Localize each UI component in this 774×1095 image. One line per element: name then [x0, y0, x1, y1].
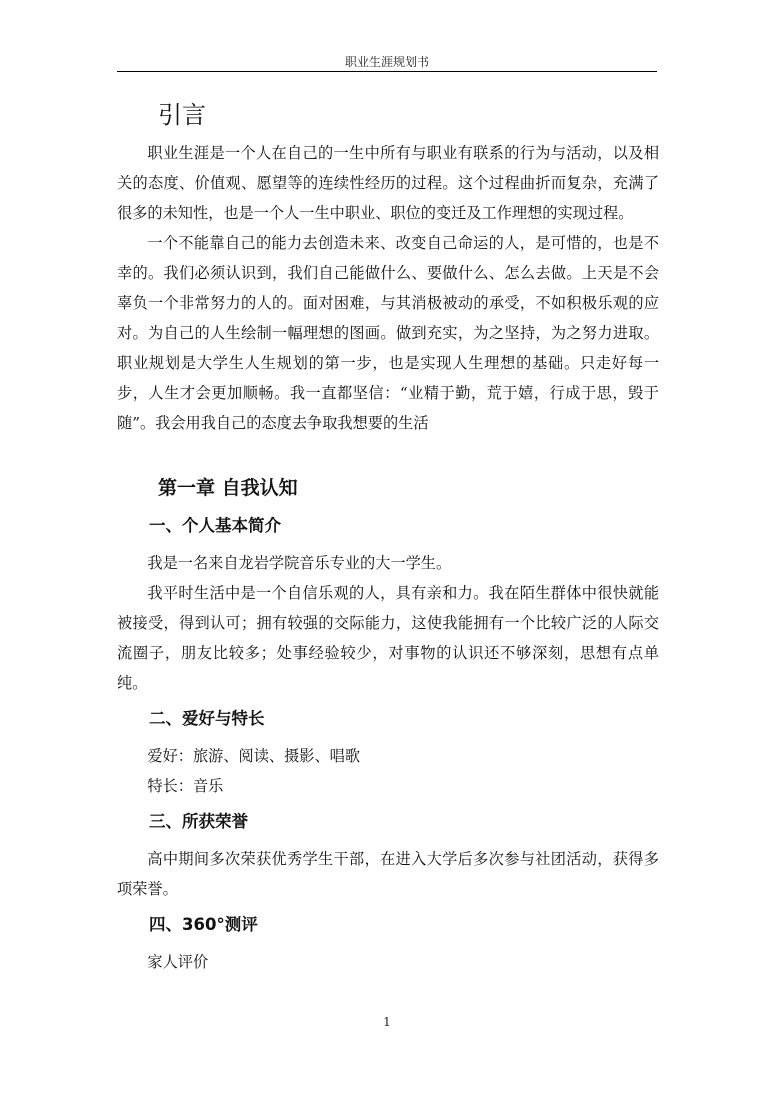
hobbies-paragraph: 爱好：旅游、阅读、摄影、唱歌	[147, 747, 361, 765]
section-honors-heading: 三、所获荣誉	[149, 812, 248, 831]
section-hobbies-heading: 二、爱好与特长	[149, 709, 265, 728]
running-header: 职业生涯规划书	[344, 55, 429, 69]
section-basic-intro-heading: 一、个人基本简介	[149, 516, 281, 535]
intro-paragraph-1: 职业生涯是一个人在自己的一生中所有与职业有联系的行为与活动，以及相关的态度、价值观、愿望等的连续性经历的过程。这个过程曲折而复杂，充满了很多的未知性，也是一个人一生中职业、职位的变迁及工作理想的实现过程。	[117, 144, 659, 222]
family-evaluation-paragraph: 家人评价	[147, 953, 209, 971]
specialty-paragraph: 特长：音乐	[147, 777, 224, 795]
section-360-evaluation-heading: 四、360°测评	[149, 915, 258, 934]
basic-intro-paragraph-1: 我是一名来自龙岩学院音乐专业的大一学生。	[147, 554, 452, 572]
basic-intro-paragraph-2: 我平时生活中是一个自信乐观的人，具有亲和力。我在陌生群体中很快就能被接受，得到认可；拥有较强的交际能力，这使我能拥有一个比较广泛的人际交流圈子，朋友比较多；处事经验较少，对事物的认识还不够深刻，思想有点单纯。	[117, 584, 659, 692]
page-number: 1	[383, 1015, 391, 1029]
chapter-1-heading: 第一章 自我认知	[158, 477, 298, 499]
honors-paragraph: 高中期间多次荣获优秀学生干部，在进入大学后多次参与社团活动，获得多项荣誉。	[117, 850, 659, 898]
intro-paragraph-2: 一个不能靠自己的能力去创造未来、改变自己命运的人，是可惜的，也是不幸的。我们必须认识到，我们自己能做什么、要做什么、怎么去做。上天是不会辜负一个非常努力的人的。面对困难，与其消极被动的承受，不如积极乐观的应对。为自己的人生绘制一幅理想的图画。做到充实，为之坚持，为之努力进取。职业规划是大学生人生规划的第一步，也是实现人生理想的基础。只走好每一步，人生才会更加顺畅。我一直都坚信：“业精于勤，荒于嬉，行成于思，毁于随”。我会用我自己的态度去争取我想要的生活	[117, 234, 659, 432]
document-body	[117, 96, 659, 977]
header-divider	[117, 71, 657, 72]
intro-heading: 引言	[158, 101, 206, 129]
